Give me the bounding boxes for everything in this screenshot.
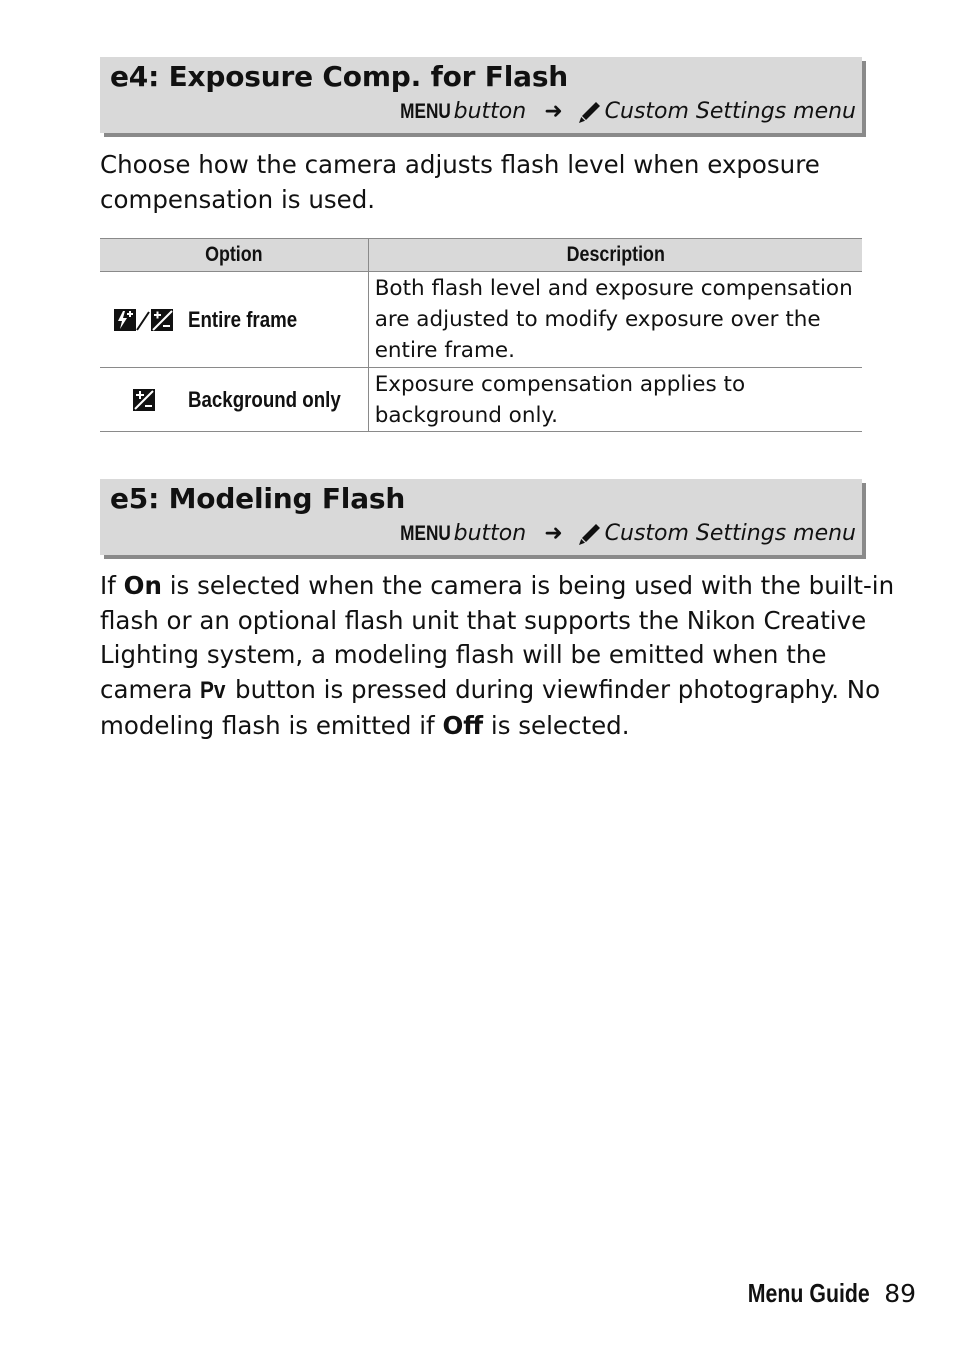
text-line: modeling flash is emitted if Off is selected. xyxy=(100,710,630,740)
text-line: compensation is used. xyxy=(100,184,376,214)
breadcrumb-menu-name: Custom Settings menu xyxy=(604,99,856,124)
text-line: flash or an optional flash unit that supports the Nikon Creative xyxy=(100,605,867,635)
e5-description xyxy=(100,569,895,744)
description-cell xyxy=(368,368,862,432)
footer-section-label: Menu Guide xyxy=(748,1278,871,1308)
text-line: Exposure compensation applies to xyxy=(374,371,746,397)
menu-button-key: MENU xyxy=(399,521,451,545)
page-footer xyxy=(721,1278,916,1309)
breadcrumb-menu-name: Custom Settings menu xyxy=(604,521,856,546)
text-line: background only. xyxy=(374,402,558,428)
section-title: e4: Exposure Comp. for Flash xyxy=(110,60,569,93)
footer-spacer xyxy=(876,1279,884,1308)
table-row xyxy=(100,272,862,368)
table-row xyxy=(100,368,862,432)
breadcrumb-button-word: button xyxy=(453,99,527,124)
exposure-compensation-icon xyxy=(100,388,188,412)
column-header-description: Description xyxy=(368,239,862,272)
keyword-on: On xyxy=(123,571,162,600)
breadcrumb-button-word: button xyxy=(453,521,527,546)
option-cell xyxy=(100,368,368,432)
flash-and-exposure-compensation-icon xyxy=(100,308,188,332)
text-line: Lighting system, a modeling flash will be emitted when the xyxy=(100,640,827,670)
section-header-e5 xyxy=(100,479,862,555)
page-number: 89 xyxy=(884,1279,916,1308)
option-cell xyxy=(100,272,368,368)
section-header-e4 xyxy=(100,57,862,133)
keyword-off: Off xyxy=(442,710,484,740)
pencil-icon xyxy=(577,522,601,546)
text-line: camera Pv button is pressed during viewfinder photography. No xyxy=(100,673,870,709)
table-header-row xyxy=(100,239,862,272)
description-cell xyxy=(368,272,862,368)
e4-intro xyxy=(100,148,870,217)
arrow-right-icon: ➜ xyxy=(544,521,563,546)
text-line: If On is selected when the camera is being used with the built-in xyxy=(100,571,895,600)
options-table xyxy=(100,238,862,432)
text-line: Choose how the camera adjusts flash level when exposure xyxy=(100,150,820,179)
option-label: Background only xyxy=(188,386,341,412)
text-line: Both flash level and exposure compensation xyxy=(374,276,853,301)
text-line: are adjusted to modify exposure over the xyxy=(374,307,821,332)
arrow-right-icon: ➜ xyxy=(544,99,563,124)
section-title: e5: Modeling Flash xyxy=(110,482,406,515)
menu-button-key: MENU xyxy=(399,99,451,123)
text-line: entire frame. xyxy=(374,338,515,363)
breadcrumb xyxy=(389,521,856,546)
breadcrumb xyxy=(389,99,856,124)
pv-button-key: Pv xyxy=(200,677,226,705)
column-header-option: Option xyxy=(100,239,368,272)
option-label: Entire frame xyxy=(188,306,298,332)
pencil-icon xyxy=(577,100,601,124)
